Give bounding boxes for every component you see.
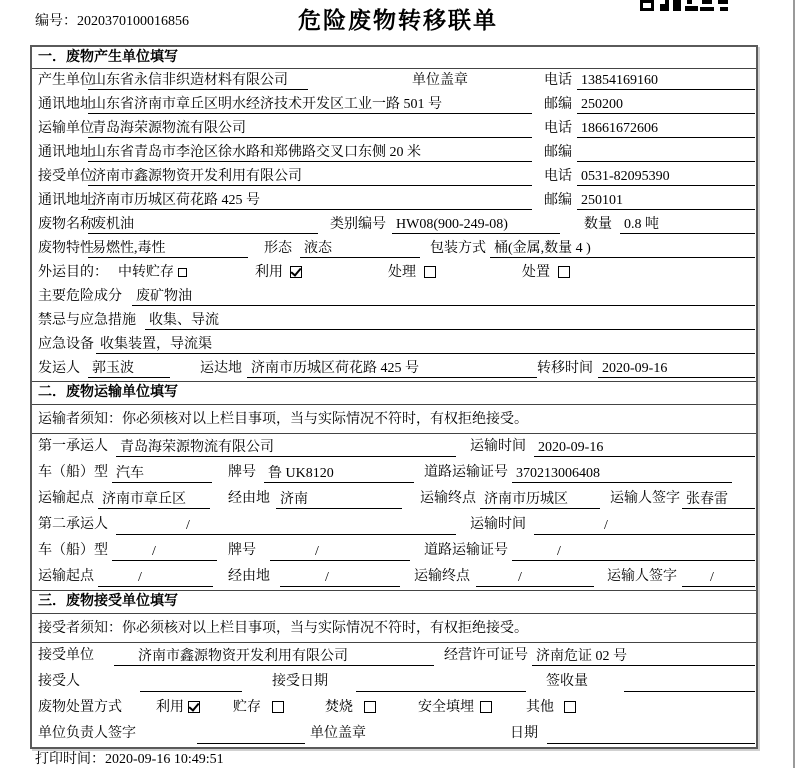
transport-time-label: 运输时间 [470,517,526,532]
carrier2-vehicle-value: / [112,542,217,561]
row-accept-unit [32,643,756,669]
carrier2-sign-value: / [682,568,755,587]
purpose-storage-checkbox [178,268,187,277]
receiver-address-value: 济南市历城区荷花路 425 号 [88,191,532,210]
transporter-value: 青岛海荣源物流有限公司 [88,119,532,138]
purpose-opt-use-label: 利用 [255,265,283,280]
disposal-label: 废物处置方式 [38,700,122,715]
carrier1-time-value: 2020-09-16 [534,438,755,457]
category-code-value: HW08(900-249-08) [392,215,560,234]
receiver-value: 济南市鑫源物资开发利用有限公司 [88,167,532,186]
row-responsible [32,721,756,747]
qr-code-fragment [640,0,728,11]
row-carrier1-route [32,486,756,512]
equipment-value: 收集装置，导流渠 [96,335,755,354]
row-carrier1-vehicle [32,460,756,486]
row-equipment [32,333,756,357]
carrier2-time-value: / [534,516,755,535]
disposal-opt-other-label: 其他 [526,700,554,715]
unit-seal-label: 单位盖章 [310,726,366,741]
date-label: 日期 [510,726,538,741]
via-label: 经由地 [228,491,270,506]
vehicle-label: 车（船）型 [38,543,108,558]
responsible-sign-value [197,725,305,744]
transporter-address-value: 山东省青岛市李沧区徐水路和郑佛路交叉口东侧 20 米 [88,143,532,162]
section2-header: 二．废物运输单位填写 [32,381,756,405]
disposal-burn-checkbox [364,701,376,713]
purpose-opt-treat-label: 处理 [388,265,416,280]
accept-unit-label: 接受单位 [38,648,94,663]
row-carrier2 [32,512,756,538]
destination-label: 运达地 [200,361,242,376]
receiver-label: 接受单位 [38,169,94,184]
origin-label: 运输起点 [38,569,94,584]
carrier2-label: 第二承运人 [38,517,108,532]
disposal-other-checkbox [564,701,576,713]
disposal-store-checkbox [272,701,284,713]
row-disposal [32,695,756,721]
row-receiver-address [32,189,756,213]
accept-date-label: 接受日期 [272,674,328,689]
disposal-opt-store-label: 贮存 [233,700,261,715]
transporter-zip-value [577,143,755,162]
row-carrier2-route [32,564,756,590]
date-value [547,725,755,744]
address-label: 通讯地址 [38,97,94,112]
form-value: 液态 [300,239,420,258]
address-label: 通讯地址 [38,145,94,160]
producer-address-value: 山东省济南市章丘区明水经济技术开发区工业一路 501 号 [88,95,532,114]
end-label: 运输终点 [420,491,476,506]
hazard-label: 主要危险成分 [38,289,122,304]
row-waste-name [32,213,756,237]
disposal-opt-use-label: 利用 [156,700,184,715]
receiver-notice [32,614,756,643]
transporter-phone-value: 18661672606 [577,119,755,138]
producer-label: 产生单位 [38,73,94,88]
row-purpose [32,261,756,285]
carrier2-origin-value: / [98,568,213,587]
row-producer [32,69,756,93]
transfer-time-label: 转移时间 [537,361,593,376]
row-emergency [32,309,756,333]
row-receiver [32,165,756,189]
emergency-label: 禁忌与应急措施 [38,313,136,328]
shipper-label: 发运人 [38,361,80,376]
equipment-label: 应急设备 [38,337,94,352]
quantity-label: 数量 [584,217,612,232]
carrier2-end-value: / [476,568,594,587]
emergency-value: 收集、导流 [145,311,755,330]
disposal-opt-landfill-label: 安全填埋 [418,700,474,715]
via-label: 经由地 [228,569,270,584]
serial-number: 2020370100016856 [77,14,189,29]
producer-phone-value: 13854169160 [577,71,755,90]
carrier1-vehicle-value: 汽车 [112,464,212,483]
package-value: 桶(金属,数量 4 ) [490,239,755,258]
acceptor-value [140,673,242,692]
transporter-label: 运输单位 [38,121,94,136]
transporter-sign-label: 运输人签字 [607,569,677,584]
vehicle-label: 车（船）型 [38,465,108,480]
phone-label: 电话 [544,121,572,136]
destination-value: 济南市历城区荷花路 425 号 [247,359,537,378]
producer-zip-value: 250200 [577,95,755,114]
disposal-use-checkbox [188,701,200,713]
category-label: 类别编号 [330,217,386,232]
transporter-sign-label: 运输人签字 [610,491,680,506]
package-label: 包装方式 [430,241,486,256]
row-transporter [32,117,756,141]
transporter-notice-text: 运输者须知：你必须核对以上栏目事项，当与实际情况不符时，有权拒绝接受。 [38,412,528,427]
row-transporter-address [32,141,756,165]
carrier1-value: 青岛海荣源物流有限公司 [116,438,456,457]
quantity-value: 0.8 吨 [620,215,755,234]
road-license-label: 道路运输证号 [424,465,508,480]
row-carrier1 [32,434,756,460]
zip-label: 邮编 [544,145,572,160]
sign-qty-label: 签收量 [546,674,588,689]
zip-label: 邮编 [544,193,572,208]
plate-label: 牌号 [228,543,256,558]
responsible-sign-label: 单位负责人签字 [38,726,136,741]
carrier2-license-value: / [512,542,755,561]
waste-name-label: 废物名称 [38,217,94,232]
unit-seal-label: 单位盖章 [412,73,468,88]
disposal-landfill-checkbox [480,701,492,713]
carrier1-license-value: 370213006408 [512,464,732,483]
row-acceptor [32,669,756,695]
acceptor-label: 接受人 [38,674,80,689]
disposal-opt-burn-label: 焚烧 [325,700,353,715]
accept-unit-value: 济南市鑫源物资开发利用有限公司 [114,647,434,666]
section3-header: 三．废物接受单位填写 [32,590,756,614]
phone-label: 电话 [544,169,572,184]
row-shipper [32,357,756,381]
row-waste-character [32,237,756,261]
serial-label: 编号： [35,14,77,29]
transfer-time-value: 2020-09-16 [598,359,755,378]
waste-name-value: 废机油 [88,215,318,234]
purpose-opt-storage-label: 中转贮存 [118,265,174,280]
purpose-treat-checkbox [424,266,436,278]
transporter-notice [32,405,756,434]
row-carrier2-vehicle [32,538,756,564]
carrier1-origin-value: 济南市章丘区 [98,490,210,509]
print-time-value: 2020-09-16 10:49:51 [105,752,224,767]
serial-row [35,10,189,30]
phone-label: 电话 [544,73,572,88]
print-time-label: 打印时间： [35,752,105,767]
carrier2-plate-value: / [270,542,410,561]
section1-header: 一．废物产生单位填写 [32,47,756,69]
carrier1-via-value: 济南 [276,490,402,509]
receiver-zip-value: 250101 [577,191,755,210]
receiver-phone-value: 0531-82095390 [577,167,755,186]
manifest-table [30,45,758,749]
purpose-use-checkbox [290,266,302,278]
row-producer-address [32,93,756,117]
carrier2-via-value: / [280,568,400,587]
transport-time-label: 运输时间 [470,439,526,454]
plate-label: 牌号 [228,465,256,480]
shipper-value: 郭玉波 [88,359,170,378]
zip-label: 邮编 [544,97,572,112]
origin-label: 运输起点 [38,491,94,506]
permit-label: 经营许可证号 [444,648,528,663]
carrier1-plate-value: 鲁 UK8120 [264,464,414,483]
purpose-label: 外运目的： [38,265,108,280]
row-hazard [32,285,756,309]
road-license-label: 道路运输证号 [424,543,508,558]
permit-value: 济南危证 02 号 [532,647,755,666]
print-time-row [35,748,224,768]
address-label: 通讯地址 [38,193,94,208]
page-edge-line [793,0,795,768]
carrier1-label: 第一承运人 [38,439,108,454]
hazard-value: 废矿物油 [132,287,755,306]
carrier1-end-value: 济南市历城区 [480,490,600,509]
sign-qty-value [624,673,755,692]
end-label: 运输终点 [414,569,470,584]
character-value: 易燃性,毒性 [88,239,248,258]
character-label: 废物特性 [38,241,94,256]
carrier1-sign-value: 张春雷 [682,490,755,509]
purpose-dispose-checkbox [558,266,570,278]
purpose-opt-dispose-label: 处置 [522,265,550,280]
form-label: 形态 [264,241,292,256]
receiver-notice-text: 接受者须知：你必须核对以上栏目事项，当与实际情况不符时，有权拒绝接受。 [38,621,528,636]
form-title: 危险废物转移联单 [298,8,498,33]
accept-date-value [356,673,526,692]
carrier2-value: / [116,516,456,535]
producer-value: 山东省永信非织造材料有限公司 [88,71,308,90]
